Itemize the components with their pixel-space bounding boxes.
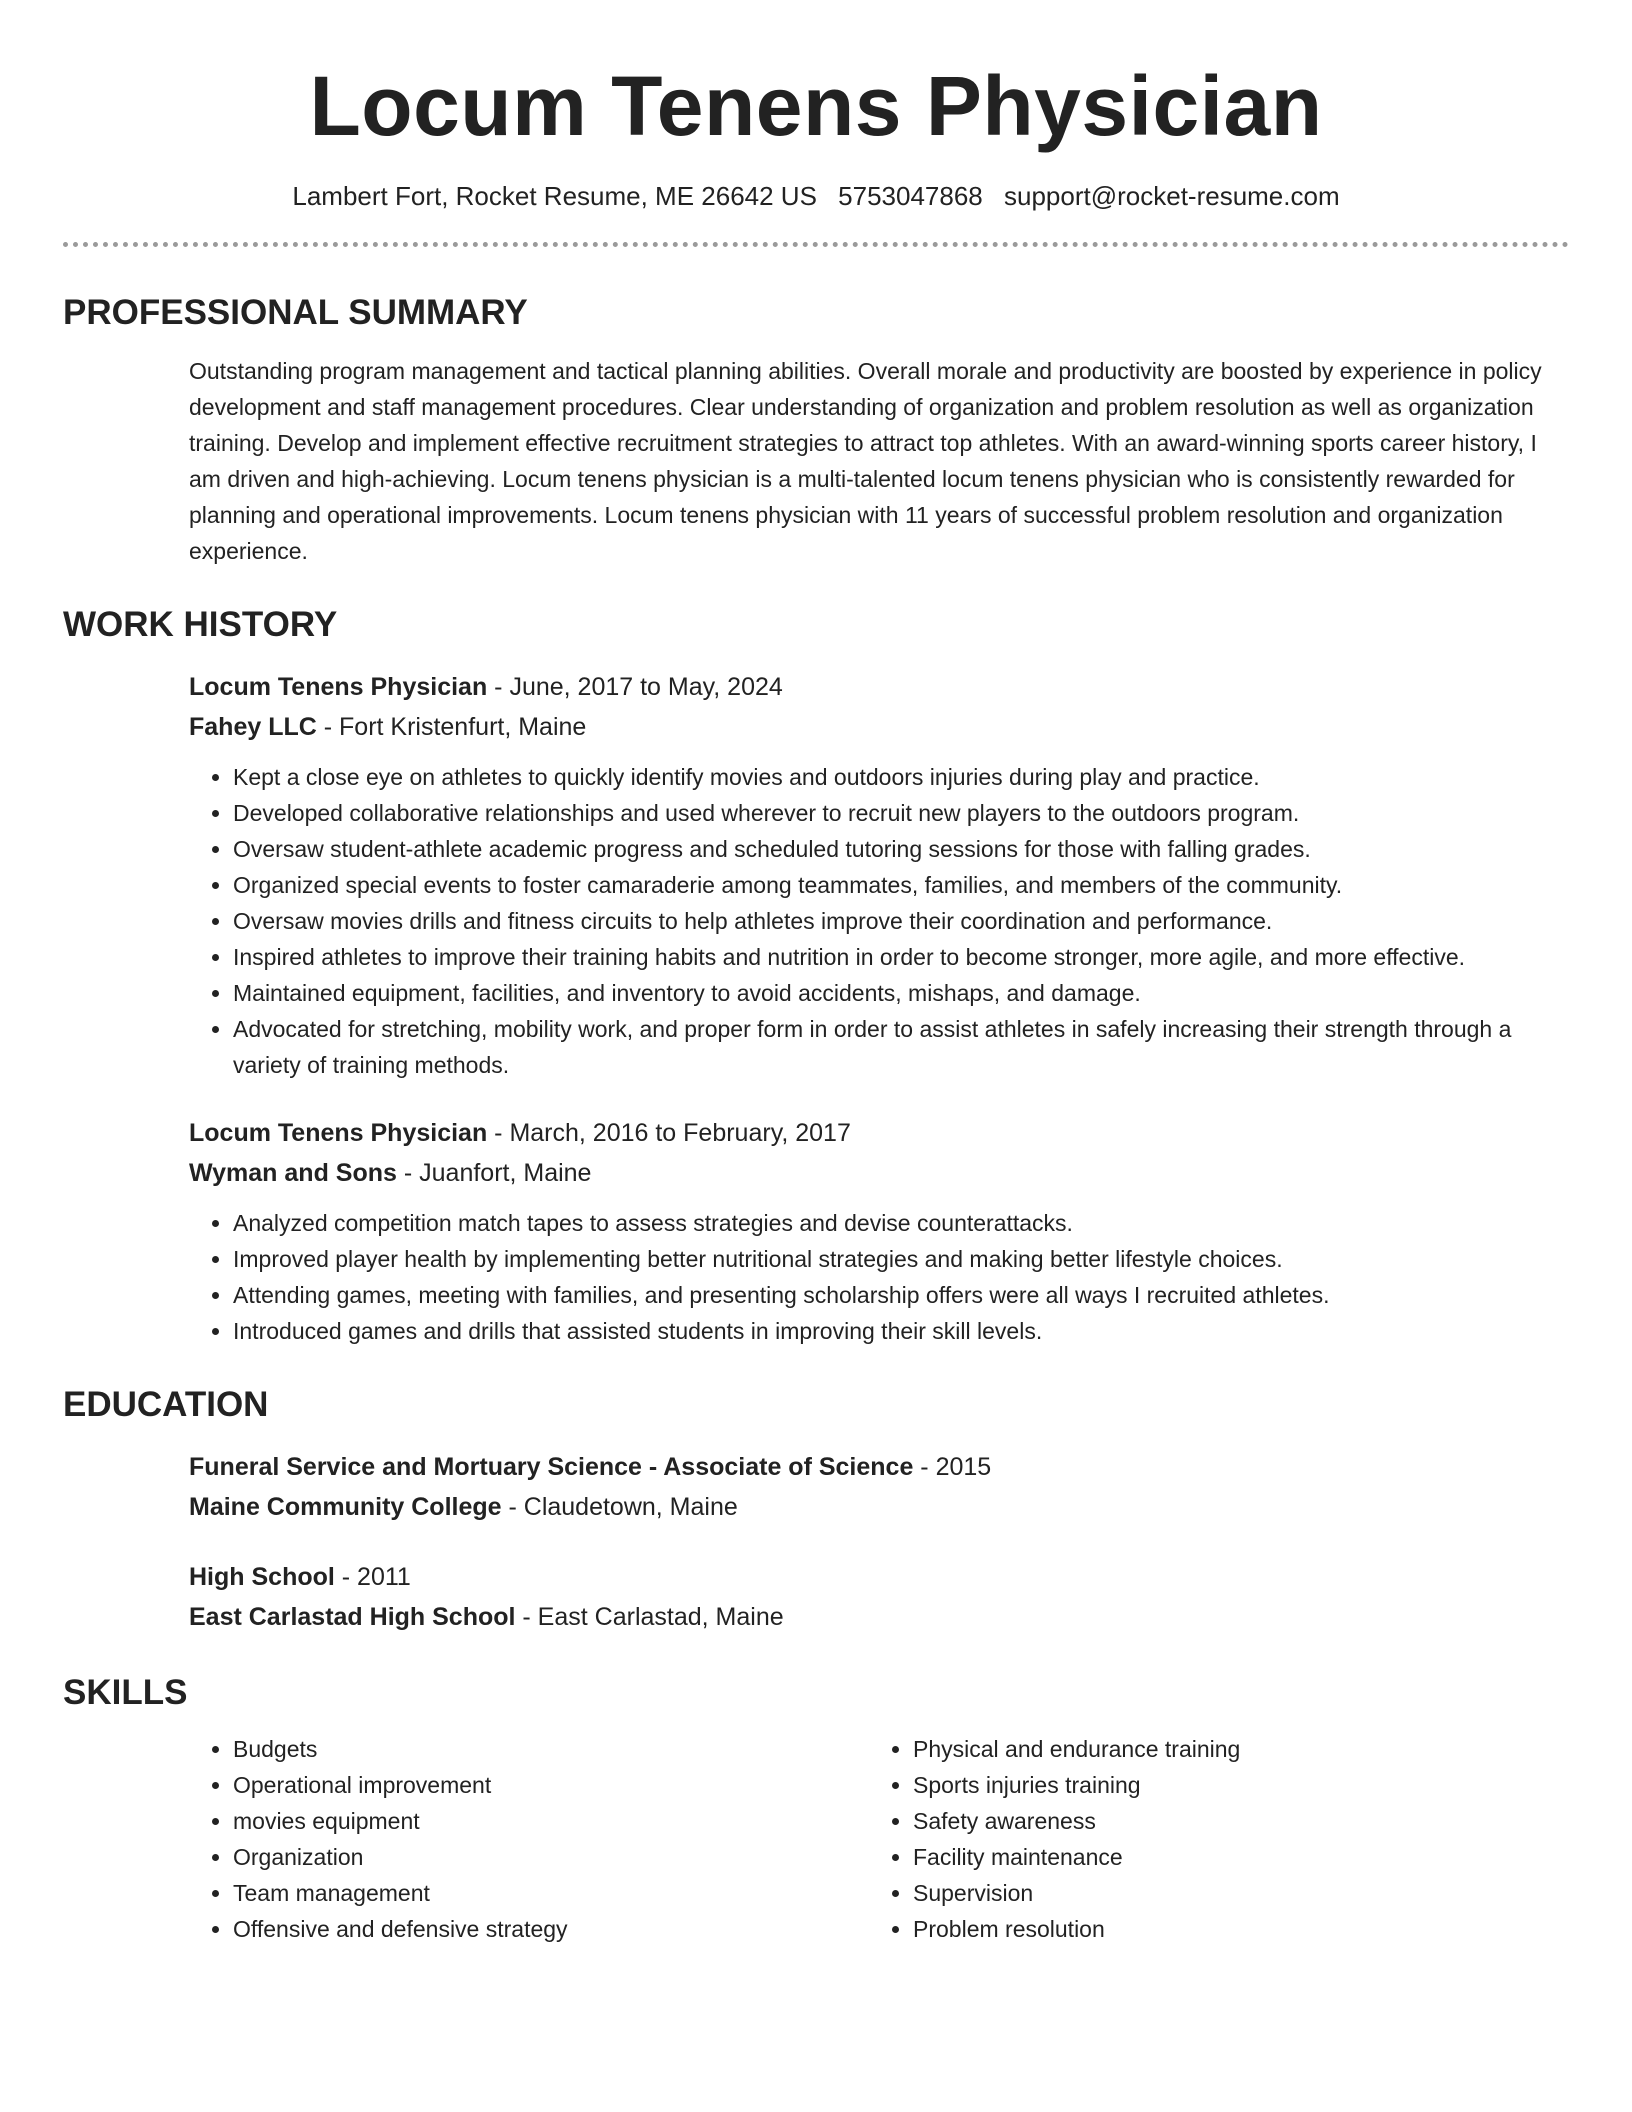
work-section	[63, 603, 1569, 1349]
job-bullet: • Improved player health by implementing better nutritional strategies and making better lifestyle choices.	[233, 1241, 1569, 1277]
header-divider	[63, 242, 1569, 247]
job-dates: - March, 2016 to February, 2017	[487, 1119, 851, 1147]
job-bullets	[189, 1205, 1569, 1349]
summary-text: Outstanding program management and tactical planning abilities. Overall morale and productivity are boosted by experience in policy development and staff management procedures. Clear understanding of organization and problem resolution as well as organization training. Develop and implement effective recruitment strategies to attract top athletes. With an award-winning sports career history, I am driven and high-achieving. Locum tenens physician is a multi-talented locum tenens physician who is consistently rewarded for planning and operational improvements. Locum tenens physician with 11 years of successful problem resolution and organization experience.	[189, 358, 1542, 564]
job-bullets	[189, 759, 1569, 1083]
skill-item: • Safety awareness	[913, 1803, 1549, 1839]
job-role: Locum Tenens Physician	[189, 673, 488, 701]
contact-line	[63, 180, 1569, 212]
skill-item: • Team management	[233, 1875, 869, 1911]
job-bullet: • Maintained equipment, facilities, and inventory to avoid accidents, mishaps, and damage.	[233, 975, 1569, 1011]
job-location: - Fort Kristenfurt, Maine	[316, 713, 587, 741]
job-bullet: • Oversaw student-athlete academic progress and scheduled tutoring sessions for those with falling grades.	[233, 831, 1569, 867]
job-company-line	[189, 1153, 1569, 1193]
job-entry	[189, 667, 1569, 1083]
job-company: Fahey LLC	[189, 713, 317, 741]
education-entry	[189, 1447, 1569, 1527]
education-section	[63, 1383, 1569, 1637]
job-company-line	[189, 707, 1569, 747]
job-location: - Juanfort, Maine	[396, 1159, 592, 1187]
contact-email: support@rocket-resume.com	[1004, 181, 1340, 211]
education-location: - Claudetown, Maine	[501, 1493, 738, 1521]
job-bullet: • Attending games, meeting with families, and presenting scholarship offers were all ways I recruited athletes.	[233, 1277, 1569, 1313]
job-bullet: • Analyzed competition match tapes to assess strategies and devise counterattacks.	[233, 1205, 1569, 1241]
education-degree-line	[189, 1447, 1569, 1487]
education-location: - East Carlastad, Maine	[515, 1603, 784, 1631]
education-entry	[189, 1557, 1569, 1637]
skill-item: • Organization	[233, 1839, 869, 1875]
skill-item: • Operational improvement	[233, 1767, 869, 1803]
skill-item: • Supervision	[913, 1875, 1549, 1911]
education-degree: High School	[189, 1563, 335, 1591]
job-title-line	[189, 1113, 1569, 1153]
summary-section	[63, 291, 1569, 569]
job-bullet: • Developed collaborative relationships and used wherever to recruit new players to the outdoors program.	[233, 795, 1569, 831]
skills-left-column	[189, 1731, 869, 1947]
skills-title: SKILLS	[63, 1673, 188, 1712]
education-year: - 2011	[334, 1563, 411, 1591]
skills-right-column	[869, 1731, 1549, 1947]
work-title: WORK HISTORY	[63, 605, 338, 644]
skill-item: • Offensive and defensive strategy	[233, 1911, 869, 1947]
job-title-line	[189, 667, 1569, 707]
job-bullet: • Organized special events to foster camaraderie among teammates, families, and members of the community.	[233, 867, 1569, 903]
education-year: - 2015	[913, 1453, 992, 1481]
skill-item: • Facility maintenance	[913, 1839, 1549, 1875]
contact-address: Lambert Fort, Rocket Resume, ME 26642 US	[292, 181, 817, 211]
skill-item: • Problem resolution	[913, 1911, 1549, 1947]
job-bullet: • Kept a close eye on athletes to quickly identify movies and outdoors injuries during play and practice.	[233, 759, 1569, 795]
education-school-line	[189, 1487, 1569, 1527]
education-degree: Funeral Service and Mortuary Science - Associate of Science	[189, 1453, 914, 1481]
job-dates: - June, 2017 to May, 2024	[487, 673, 783, 701]
education-title: EDUCATION	[63, 1385, 269, 1424]
skills-section	[63, 1671, 1569, 1947]
job-bullet: • Inspired athletes to improve their training habits and nutrition in order to become stronger, more agile, and more effective.	[233, 939, 1569, 975]
skill-item: • movies equipment	[233, 1803, 869, 1839]
education-school-line	[189, 1597, 1569, 1637]
job-bullet: • Oversaw movies drills and fitness circuits to help athletes improve their coordination and performance.	[233, 903, 1569, 939]
education-school: Maine Community College	[189, 1493, 502, 1521]
summary-title: PROFESSIONAL SUMMARY	[63, 293, 528, 332]
skill-item: • Sports injuries training	[913, 1767, 1549, 1803]
education-degree-line	[189, 1557, 1569, 1597]
job-bullet: • Introduced games and drills that assisted students in improving their skill levels.	[233, 1313, 1569, 1349]
skill-item: • Budgets	[233, 1731, 869, 1767]
contact-phone: 5753047868	[838, 181, 983, 211]
job-company: Wyman and Sons	[189, 1159, 397, 1187]
job-bullet: • Advocated for stretching, mobility work, and proper form in order to assist athletes in safely increasing their strength through a variety of training methods.	[233, 1011, 1569, 1083]
job-entry	[189, 1113, 1569, 1349]
candidate-name: Locum Tenens Physician	[309, 59, 1323, 153]
skill-item: • Physical and endurance training	[913, 1731, 1549, 1767]
job-role: Locum Tenens Physician	[189, 1119, 488, 1147]
skills-columns	[189, 1731, 1569, 1947]
education-school: East Carlastad High School	[189, 1603, 516, 1631]
